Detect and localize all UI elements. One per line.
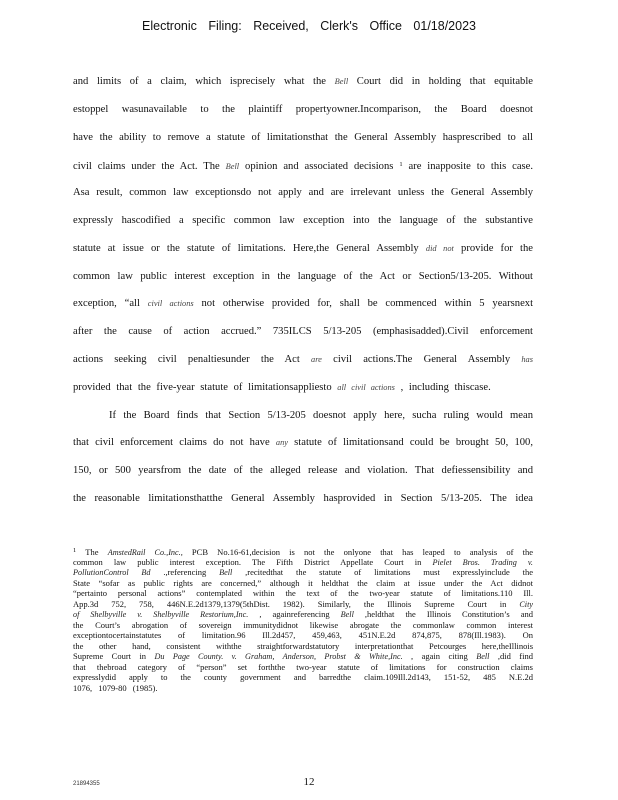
footnote-line: [73, 546, 533, 557]
body-line: [73, 124, 533, 152]
body-line: [73, 179, 533, 207]
text-run: civil claims under the Act. The: [73, 161, 226, 173]
italic-text: PollutionControl Bd: [73, 568, 151, 577]
body-line: [73, 402, 533, 430]
footnote-line: [73, 578, 533, 589]
body-line: [73, 457, 533, 485]
body-line: [73, 374, 533, 402]
text-run: exceptiontocertainstatutes of limitation.96 Ill.2d457, 459,463, 451N.E.2d 874,875, 878(Ill.1983). On: [73, 630, 533, 640]
italic-text: AmstedRail Co.,Inc.,: [107, 548, 183, 557]
italic-text: City: [519, 599, 533, 609]
text-run: opinion and associated decisions: [239, 161, 400, 173]
italic-text: all civil actions: [337, 382, 395, 392]
italic-text: Bell: [225, 162, 240, 172]
body-line: [73, 151, 533, 179]
text-run: ,heldthat the Illinois Constitution’s and: [353, 609, 533, 619]
footnote-marker: 1: [399, 161, 403, 169]
text-run: the Court’s abrogation of sovereign immunitydidnot likewise abrogate the commonlaw common interest: [73, 619, 533, 630]
text-run: , again citing: [402, 651, 477, 661]
text-run: expresslydid apply to the county government and barredthe claim.109Ill.2d143, 151-52, 485 N.E.2d: [73, 672, 533, 682]
text-run: the other hand, consistent withthe straightforwardstatutory interpretationthat Petcourges here,theIllinois: [73, 640, 533, 651]
text-run: Court did in holding that equitable: [348, 76, 533, 87]
body-line: [73, 290, 533, 318]
body-line: [73, 485, 533, 513]
body-line: [73, 263, 533, 291]
text-run: common law public interest exception in the language of the Act or Section5/13-205. Without: [73, 270, 533, 282]
text-run: exception, “all: [73, 298, 148, 310]
text-run: that civil enforcement claims do not have: [73, 437, 276, 449]
text-run: App.3d 752, 758, 446N.E.2d1379,1379(5thDist. 1982). Similarly, the Illinois Supreme Court in: [73, 598, 520, 609]
footnote-line: [73, 672, 533, 683]
body-line: [73, 346, 533, 374]
text-run: have the ability to remove a statute of limitationsthat the General Assembly hasprescribed to all: [73, 131, 533, 143]
footnote-line: [73, 651, 533, 662]
italic-text: has: [521, 354, 533, 364]
text-run: not otherwise provided for, shall be commenced within 5 yearsnext: [193, 298, 533, 310]
text-run: 1076, 1079-80 (1985).: [73, 682, 158, 693]
text-run: The: [76, 547, 108, 557]
text-run: , including thiscase.: [394, 381, 491, 393]
italic-text: any: [275, 438, 288, 448]
footnote-marker: 1: [73, 547, 77, 554]
text-run: , againreferencing: [248, 609, 341, 619]
text-run: expressly hascodified a specific common law exception into the language of the substantive: [73, 214, 533, 226]
text-run: provided that the five-year statute of limitationsappliesto: [73, 381, 338, 393]
italic-text: did not: [425, 243, 454, 253]
text-run: after the cause of action accrued.” 735ILCS 5/13-205 (emphasisadded).Civil enforcement: [73, 326, 533, 338]
body-line: [73, 207, 533, 235]
text-run: are inapposite to this case.: [402, 161, 533, 173]
italic-text: Bell: [340, 610, 354, 619]
italic-text: of Shelbyville v. Shelbyville Restorium,Inc.: [73, 610, 249, 619]
text-run: ,recitedthat the statute of limitations must expresslyinclude the: [232, 567, 533, 577]
text-run: 150, or 500 yearsfrom the date of the alleged release and violation. That defiessensibility and: [73, 465, 533, 477]
text-run: actions seeking civil penaltiesunder the Act: [73, 353, 312, 365]
footnote-line: [73, 609, 533, 620]
text-run: PCB No.16-61,decision is not the onlyone that has leaped to analysis of the: [182, 547, 533, 557]
text-run: .,referencing: [150, 567, 220, 577]
text-run: Asa result, common law exceptionsdo not apply and are irrelevant unless the General Assembly: [73, 187, 533, 199]
footnote-line: [73, 567, 533, 578]
body-line: [73, 68, 533, 96]
italic-text: Du Page County. v. Graham, Anderson, Probst & White,Inc.: [154, 652, 403, 661]
footnote-block: [73, 546, 533, 693]
text-run: the reasonable limitationsthatthe General Assembly hasprovided in Section 5/13-205. The idea: [73, 492, 533, 504]
footnote-line: [73, 630, 533, 641]
italic-text: are: [311, 354, 322, 364]
text-run: If the Board finds that Section 5/13-205 doesnot apply here, sucha ruling would mean: [109, 409, 533, 421]
italic-text: civil actions: [147, 299, 194, 309]
text-run: “pertainto personal actions” contemplated within the text of the two-year statute of limitations.110 Ill.: [73, 588, 533, 598]
text-run: Supreme Court in: [73, 651, 155, 661]
italic-text: Bell: [476, 652, 490, 661]
text-run: that thebroad category of “person” set forththe two-year statute of limitations for construction claims: [73, 661, 533, 672]
text-run: estoppel wasunavailable to the plaintiff propertyowner.Incomparison, the Board doesnot: [73, 103, 533, 115]
footnote-line: [73, 620, 533, 631]
filing-header: Electronic Filing: Received, Clerk's Office 01/18/2023: [142, 19, 476, 33]
footnote-line: [73, 599, 533, 610]
document-id: 21894355: [73, 781, 100, 787]
text-run: statute at issue or the statute of limitations. Here,the General Assembly: [73, 242, 426, 254]
text-run: common law public interest exception. The Fifth District Appellate Court in: [73, 556, 433, 567]
body-line: [73, 96, 533, 124]
italic-text: Bell: [219, 568, 233, 577]
footnote-line: [73, 662, 533, 673]
body-text: [73, 68, 533, 513]
text-run: State “sofar as public rights are concerned,” although it heldthat the claim at issue under the Act didnot: [73, 577, 533, 588]
italic-text: Pielet Bros. Trading v.: [432, 557, 533, 567]
footnote-line: [73, 557, 533, 568]
text-run: ,did find: [489, 651, 533, 661]
footnote-line: [73, 588, 533, 599]
body-line: [73, 235, 533, 263]
footnote-line: [73, 683, 533, 694]
text-run: provide for the: [453, 242, 533, 254]
text-run: civil actions.The General Assembly: [321, 353, 522, 365]
body-line: [73, 429, 533, 457]
italic-text: Bell: [334, 77, 349, 86]
footnote-line: [73, 641, 533, 652]
text-run: statute of limitationsand could be brought 50, 100,: [287, 437, 533, 449]
text-run: and limits of a claim, which isprecisely what the: [73, 76, 335, 87]
page-number: 12: [303, 776, 315, 788]
body-line: [73, 318, 533, 346]
